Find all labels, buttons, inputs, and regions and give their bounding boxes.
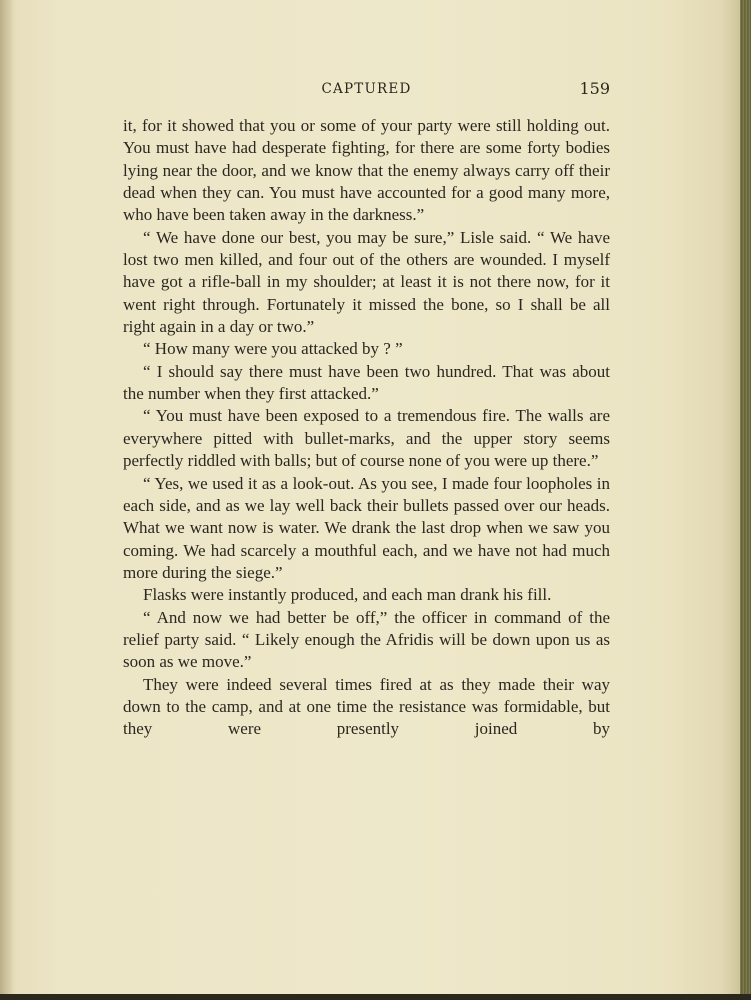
paragraph-6: “ Yes, we used it as a look-out. As you see, I made four loopholes in each side, and as we lay well back their bullets passed over our heads. What we want now is water. We drank the last drop when we saw you coming. We had scarcely a mouthful each, and we have not had much more during the siege.” <box>123 473 610 582</box>
body-text <box>123 115 610 741</box>
running-head <box>123 78 610 100</box>
gutter-shadow <box>0 0 14 994</box>
paragraph-9: They were indeed several times fired at as they made their way down to the camp, and at one time the resistance was formidable, but they were presently joined by <box>123 674 610 739</box>
paragraph-5: “ You must have been exposed to a tremendous fire. The walls are everywhere pitted with bullet-marks, and the upper story seems perfectly riddled with balls; but of course none of you were up there.” <box>123 406 610 471</box>
paragraph-3: “ How many were you attacked by ? ” <box>143 339 403 359</box>
page-edges <box>740 0 751 1000</box>
paragraph-8: “ And now we had better be off,” the officer in command of the relief party said. “ Likely enough the Afridis will be down upon us as soon as we move.” <box>123 607 610 672</box>
page-number: 159 <box>579 79 610 98</box>
bottom-edge <box>0 994 751 1000</box>
paragraph-4: “ I should say there must have been two hundred. That was about the number when they first attacked.” <box>123 361 610 404</box>
paragraph-2: “ We have done our best, you may be sure,” Lisle said. “ We have lost two men killed, and four out of the others are wounded. I myself have got a rifle-ball in my shoulder; at least it is not there now, for it went right through. Fortunately it missed the bone, so I shall be all right again in a day or two.” <box>123 227 610 337</box>
paragraph-1: it, for it showed that you or some of your party were still holding out. You must have had desperate fighting, for there are some forty bodies lying near the door, and we know that the enemy always carry off their dead when they can. You must have accounted for a good many more, who have been taken away in the darkness.” <box>123 116 610 225</box>
paragraph-7: Flasks were instantly produced, and each man drank his fill. <box>143 585 552 605</box>
running-title: CAPTURED <box>321 81 412 97</box>
